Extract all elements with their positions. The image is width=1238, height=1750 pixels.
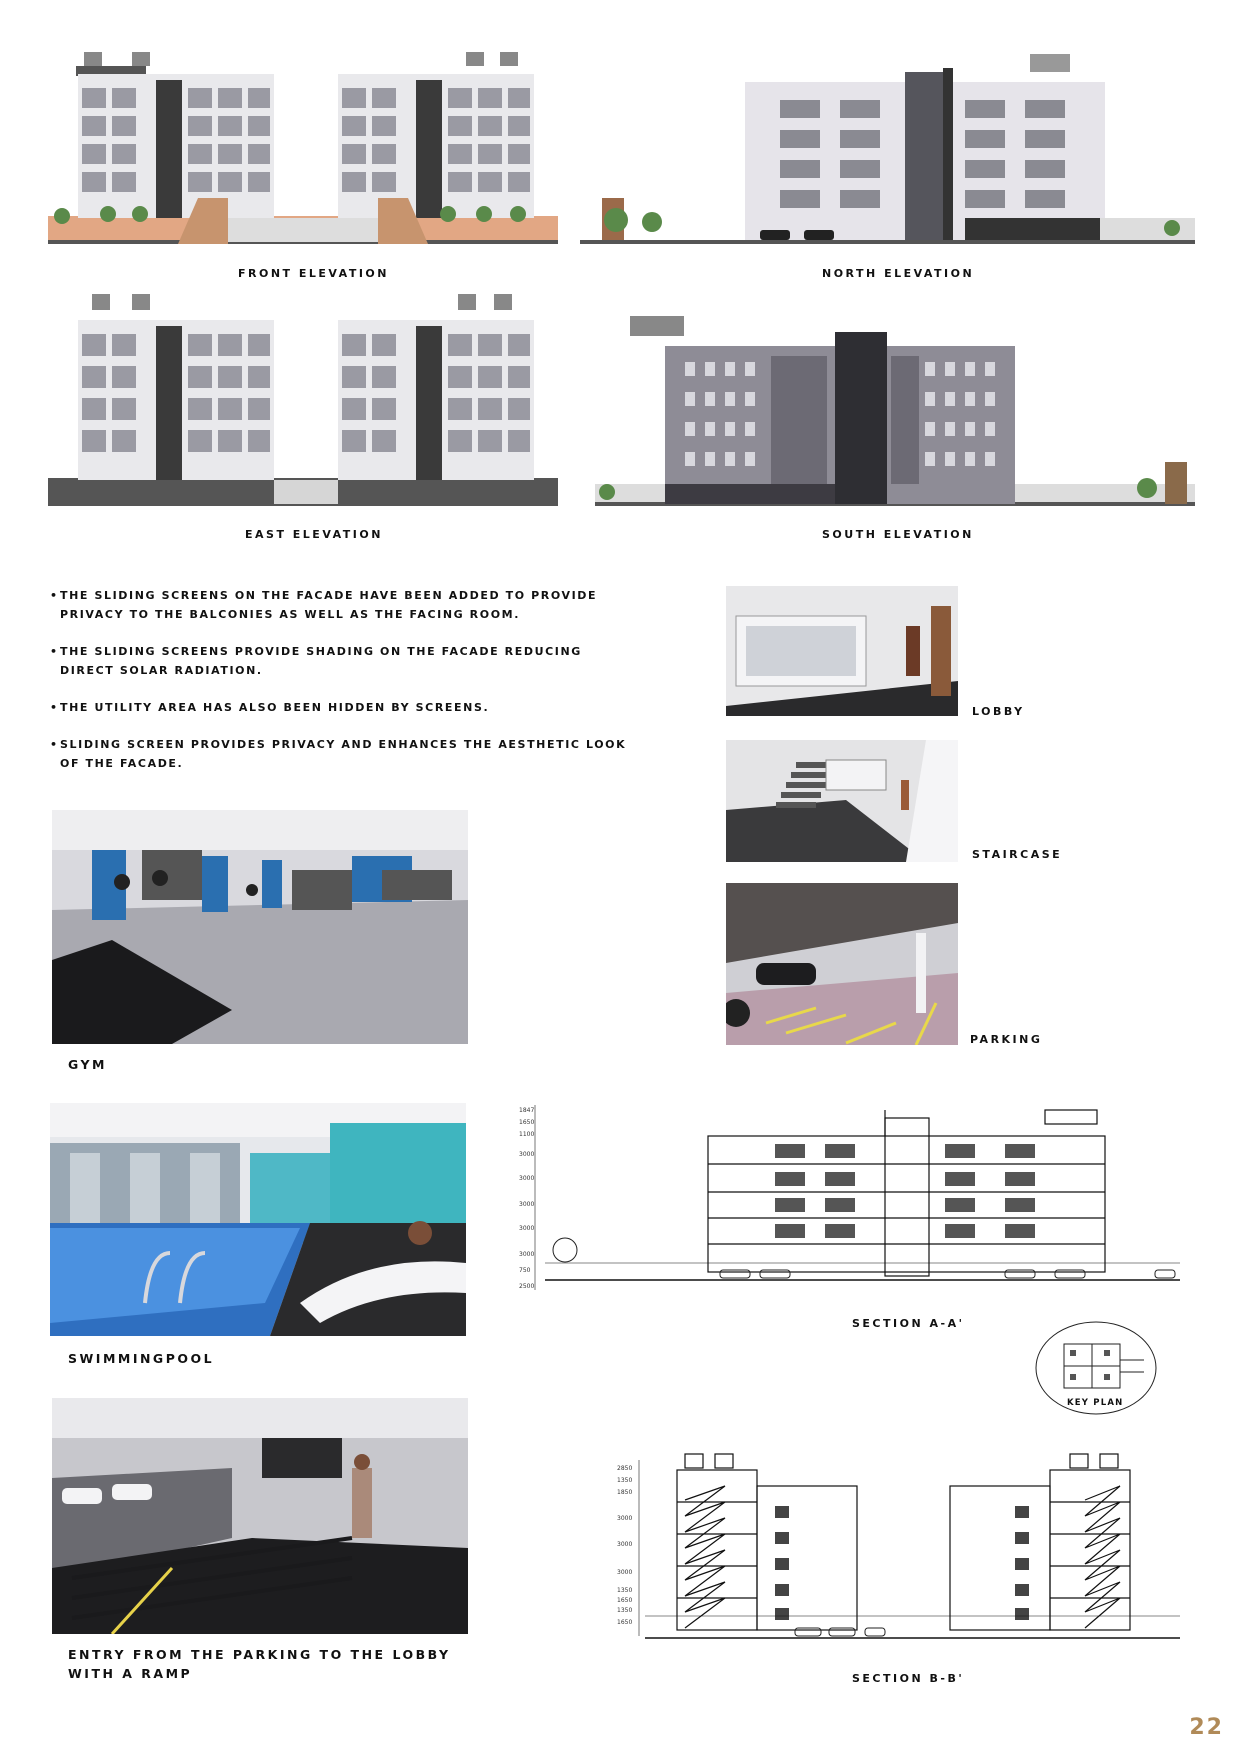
- parking-entry-caption-line-1: ENTRY FROM THE PARKING TO THE LOBBY: [68, 1647, 451, 1662]
- section-b-b-caption: SECTION B-B': [852, 1672, 965, 1685]
- dimension-label: 1350: [617, 1477, 633, 1484]
- gym-caption: GYM: [68, 1057, 107, 1072]
- front-elevation-caption: FRONT ELEVATION: [238, 267, 389, 280]
- dimension-label: 2850: [617, 1465, 633, 1472]
- parking-render: [726, 883, 958, 1045]
- swimming-pool-render: [50, 1103, 466, 1336]
- dimension-label: 1847: [519, 1107, 535, 1114]
- north-elevation-drawing: [580, 50, 1195, 248]
- dimension-label: 3000: [519, 1151, 535, 1158]
- staircase-caption: STAIRCASE: [972, 848, 1063, 861]
- parking-entry-ramp-render: [52, 1398, 468, 1634]
- east-elevation-drawing: [48, 290, 558, 510]
- design-note-item: • SLIDING SCREEN PROVIDES PRIVACY AND ENHANCES THE AESTHETIC LOOK OF THE FACADE.: [50, 738, 627, 770]
- front-elevation-drawing: [48, 48, 558, 248]
- dimension-label: 1650: [617, 1597, 633, 1604]
- design-note-item: • THE SLIDING SCREENS PROVIDE SHADING ON THE FACADE REDUCING DIRECT SOLAR RADIATION.: [50, 645, 582, 677]
- lobby-render: [726, 586, 958, 716]
- south-elevation-caption: SOUTH ELEVATION: [822, 528, 974, 541]
- south-elevation-drawing: [595, 316, 1195, 512]
- dimension-label: 3000: [519, 1175, 535, 1182]
- page-number: 22: [1189, 1715, 1224, 1740]
- design-note-item: • THE SLIDING SCREENS ON THE FACADE HAVE BEEN ADDED TO PROVIDE PRIVACY TO THE BALCONIES AS WELL AS THE FACING ROOM.: [50, 589, 598, 621]
- staircase-render: [726, 740, 958, 862]
- dimension-label: 3000: [617, 1541, 633, 1548]
- dimension-label: 750: [519, 1267, 531, 1274]
- parking-caption: PARKING: [970, 1033, 1043, 1046]
- section-b-b-drawing: [615, 1440, 1185, 1650]
- dimension-label: 3000: [519, 1225, 535, 1232]
- parking-entry-caption-line-2: WITH A RAMP: [68, 1666, 193, 1681]
- gym-render: [52, 810, 468, 1044]
- dimension-label: 1350: [617, 1607, 633, 1614]
- north-elevation-caption: NORTH ELEVATION: [822, 267, 975, 280]
- swimming-pool-caption: SWIMMINGPOOL: [68, 1351, 215, 1366]
- east-elevation-caption: EAST ELEVATION: [245, 528, 383, 541]
- section-a-a-caption: SECTION A-A': [852, 1317, 965, 1330]
- dimension-label: 3000: [519, 1251, 535, 1258]
- dimension-label: 1350: [617, 1587, 633, 1594]
- design-notes-list: [50, 586, 630, 791]
- key-plan-caption: KEY PLAN: [1067, 1398, 1124, 1408]
- dimension-label: 1650: [519, 1119, 535, 1126]
- dimension-label: 3000: [519, 1201, 535, 1208]
- dimension-label: 3000: [617, 1569, 633, 1576]
- dimension-label: 3000: [617, 1515, 633, 1522]
- dimension-label: 2500: [519, 1283, 535, 1290]
- dimension-label: 1100: [519, 1131, 535, 1138]
- lobby-caption: LOBBY: [972, 705, 1025, 718]
- dimension-label: 1850: [617, 1489, 633, 1496]
- design-note-item: • THE UTILITY AREA HAS ALSO BEEN HIDDEN BY SCREENS.: [50, 701, 490, 714]
- dimension-label: 1650: [617, 1619, 633, 1626]
- section-a-a-drawing: [515, 1100, 1185, 1300]
